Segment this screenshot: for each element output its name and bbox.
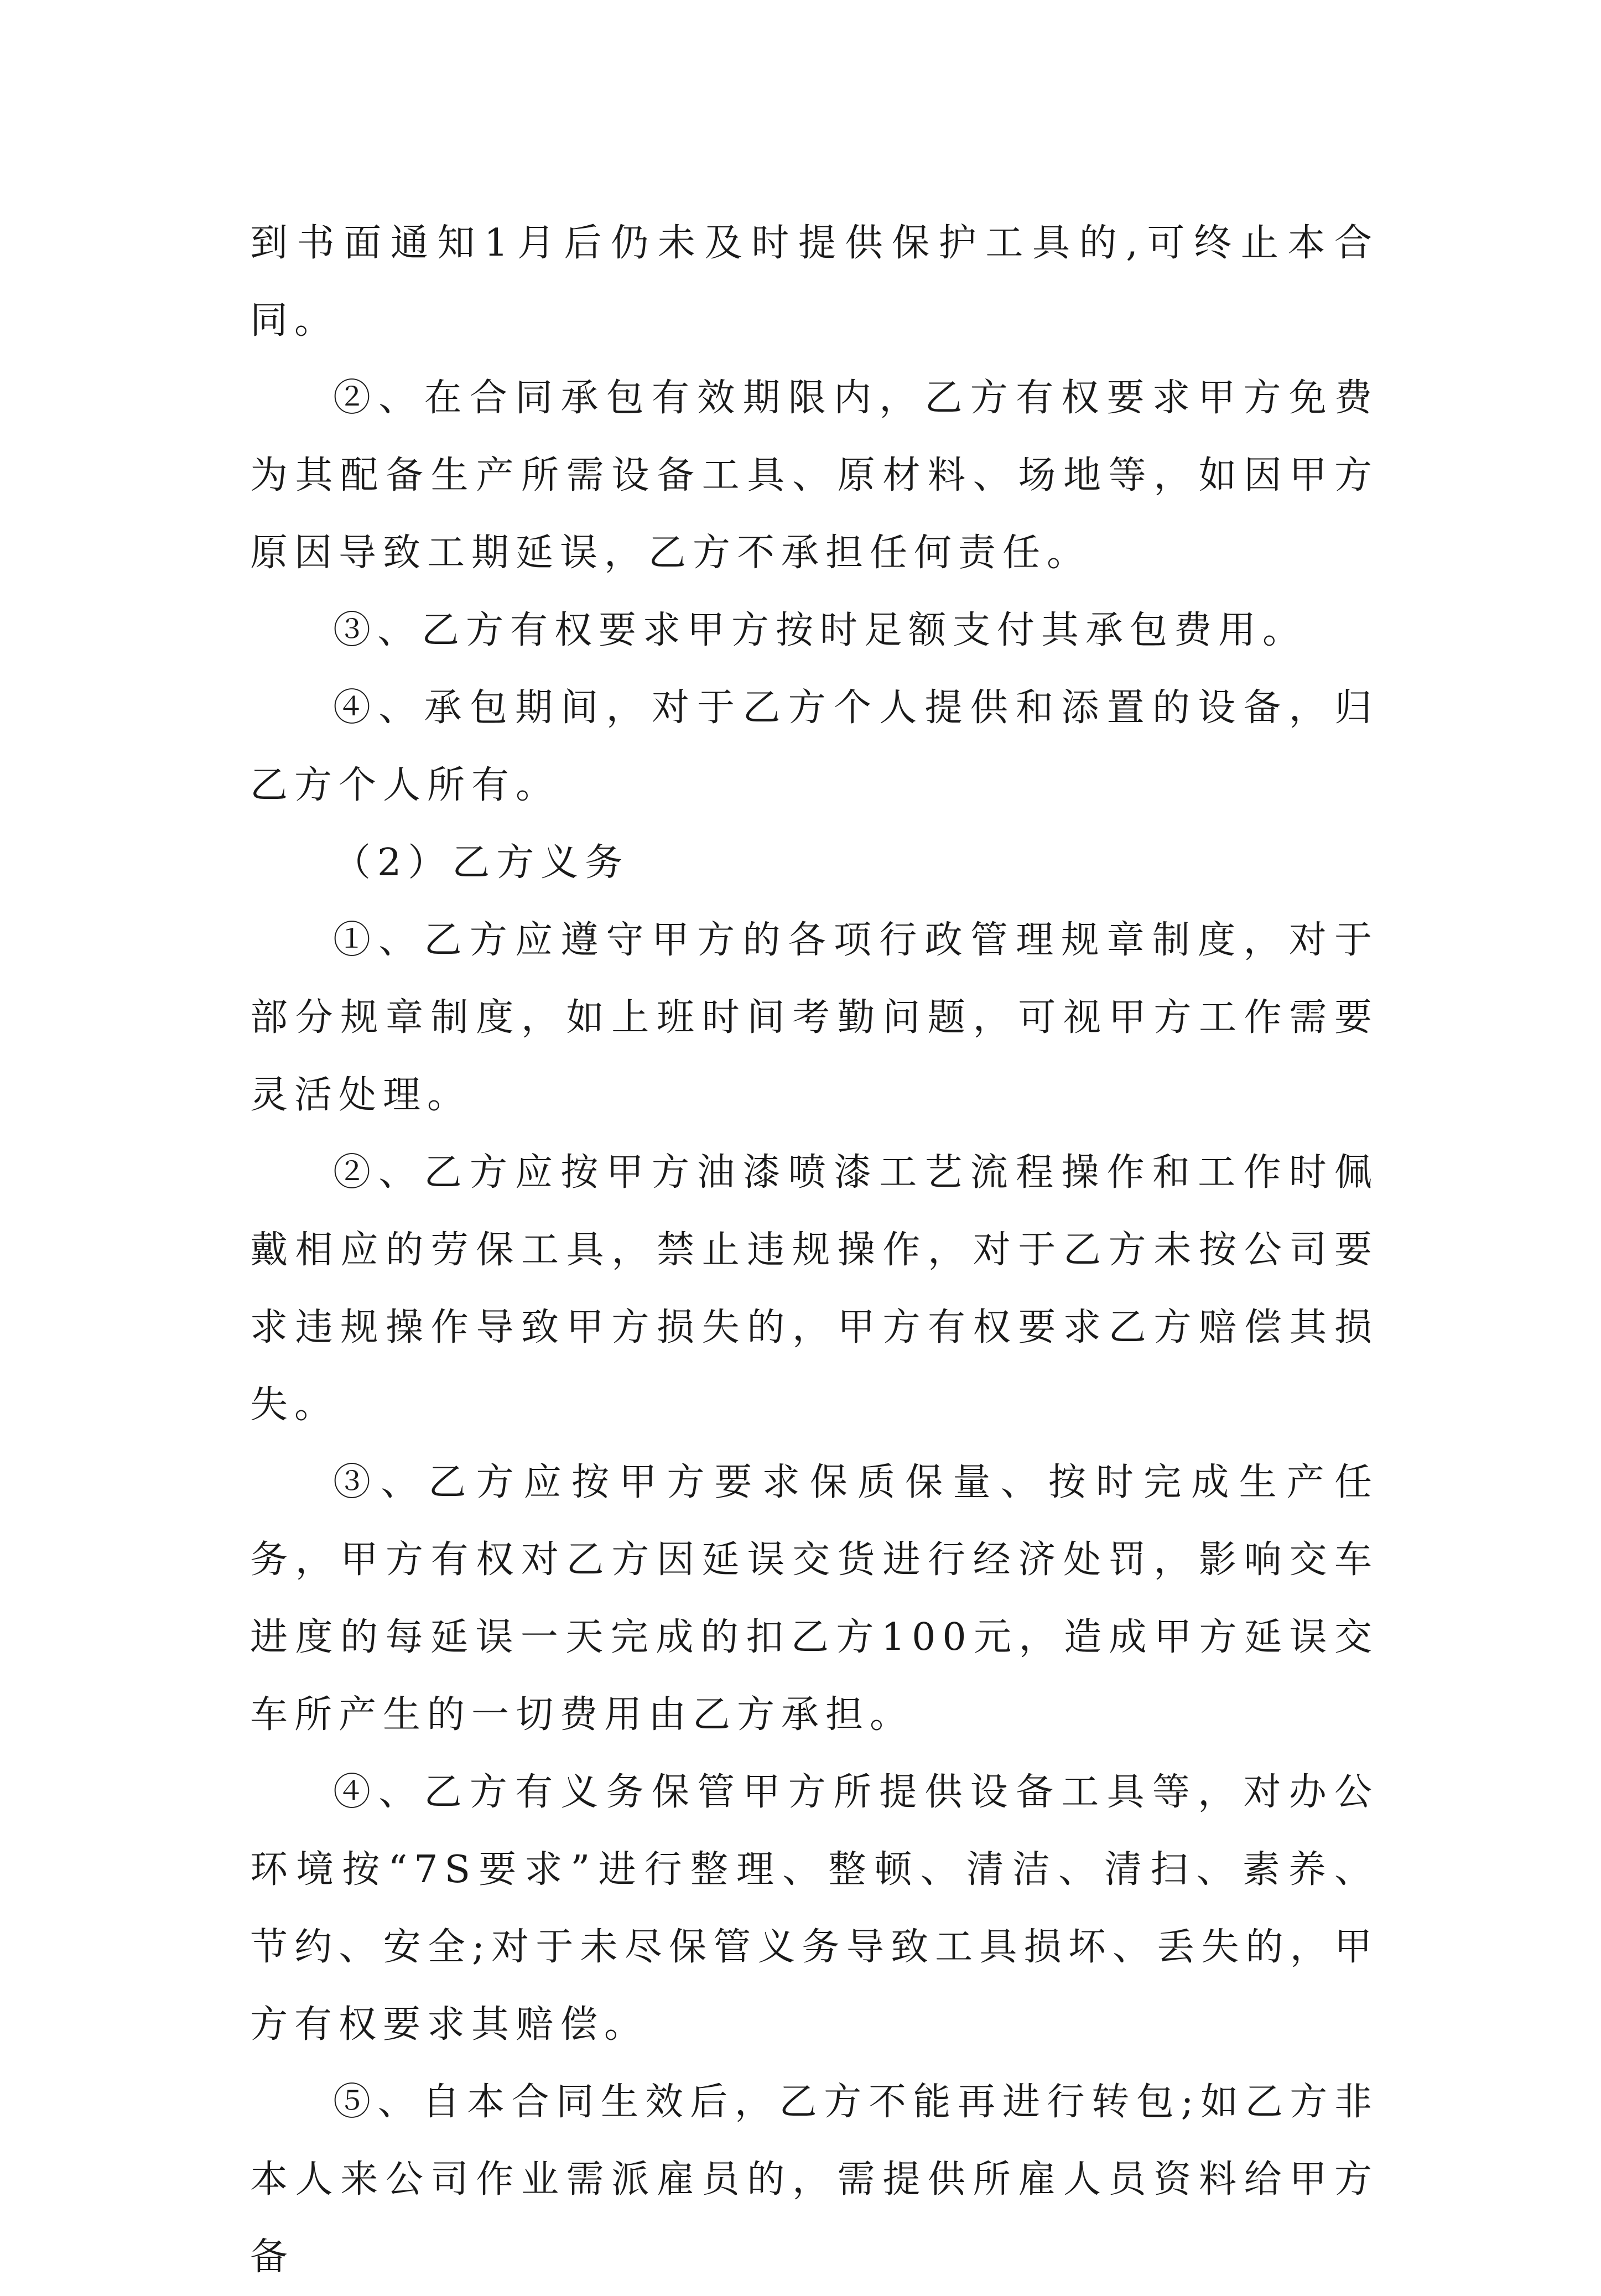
paragraph-obligation-4: ④、乙方有义务保管甲方所提供设备工具等，对办公环境按“7S要求”进行整理、整顿、清洁、清扫、素养、节约、安全;对于未尽保管义务导致工具损坏、丢失的，甲方有权要求其赔偿。 [250, 1770, 1379, 2046]
paragraph-right-4: ④、承包期间，对于乙方个人提供和添置的设备，归乙方个人所有。 [250, 686, 1379, 807]
paragraph-continuation: 到书面通知1月后仍未及时提供保护工具的,可终止本合同。 [250, 221, 1379, 342]
section-heading-obligations: （2）乙方义务 [333, 841, 630, 885]
paragraph-obligation-5: ⑤、自本合同生效后，乙方不能再进行转包;如乙方非本人来公司作业需派雇员的，需提供所雇人员资料给甲方备 [250, 2080, 1379, 2279]
paragraph-obligation-1: ①、乙方应遵守甲方的各项行政管理规章制度，对于部分规章制度，如上班时间考勤问题，可视甲方工作需要灵活处理。 [250, 918, 1379, 1117]
document-body [250, 205, 1379, 2296]
paragraph-obligation-3: ③、乙方应按甲方要求保质保量、按时完成生产任务，甲方有权对乙方因延误交货进行经济处罚，影响交车进度的每延误一天完成的扣乙方100元，造成甲方延误交车所产生的一切费用由乙方承担。 [250, 1461, 1379, 1737]
paragraph-right-2: ②、在合同承包有效期限内，乙方有权要求甲方免费为其配备生产所需设备工具、原材料、场地等，如因甲方原因导致工期延误，乙方不承担任何责任。 [250, 376, 1379, 575]
paragraph-right-3: ③、乙方有权要求甲方按时足额支付其承包费用。 [333, 609, 1307, 652]
paragraph-obligation-2: ②、乙方应按甲方油漆喷漆工艺流程操作和工作时佩戴相应的劳保工具，禁止违规操作，对于乙方未按公司要求违规操作导致甲方损失的，甲方有权要求乙方赔偿其损失。 [250, 1151, 1379, 1427]
